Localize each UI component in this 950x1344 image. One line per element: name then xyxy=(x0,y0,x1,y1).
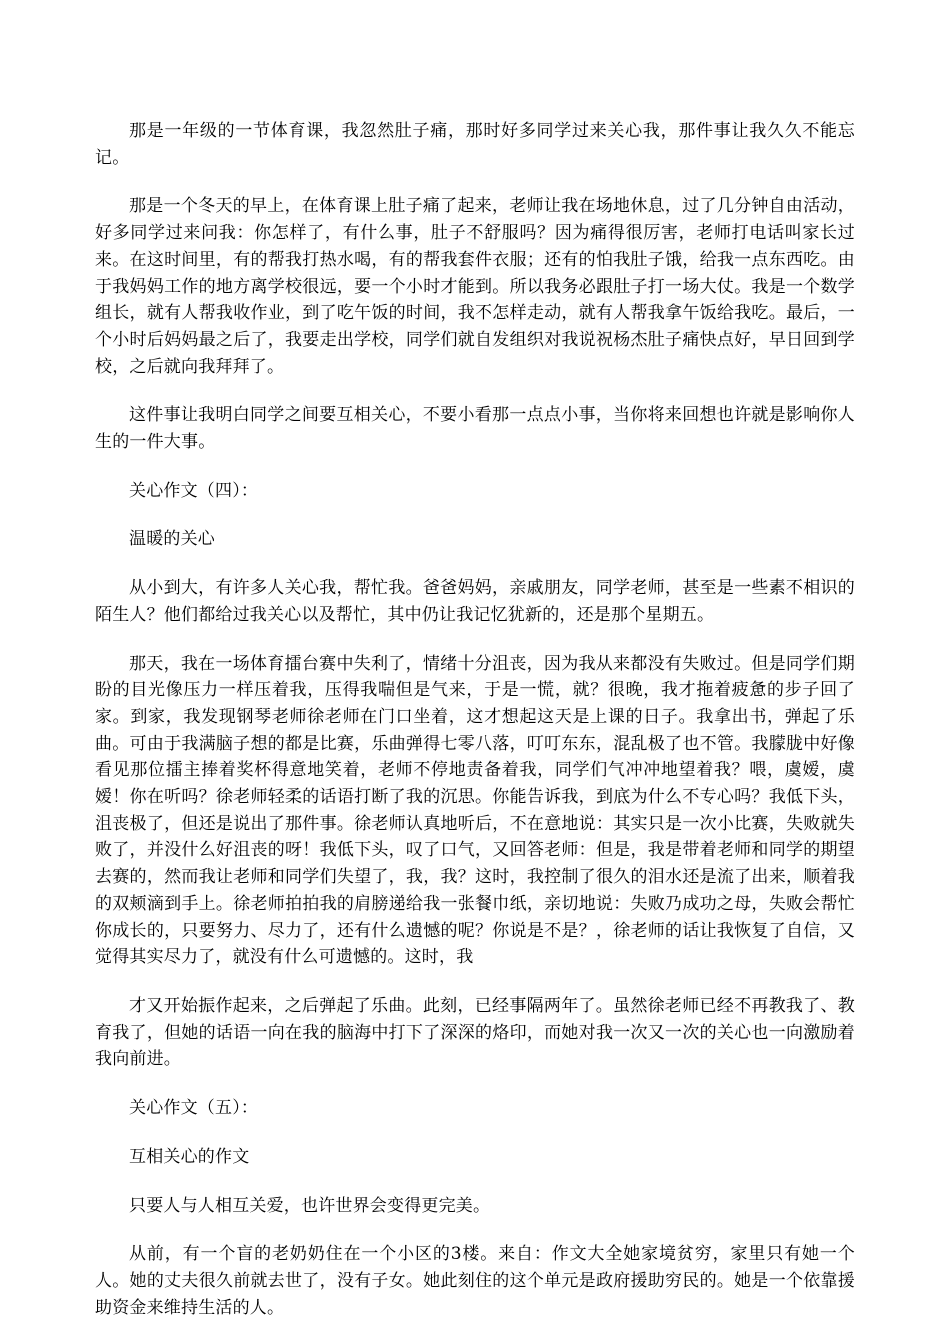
section-heading-four: 关心作文（四）： xyxy=(129,480,259,501)
paragraph-competition: 那天，我在一场体育擂台赛中失利了，情绪十分沮丧，因为我从来都没有失败过。但是同学们期盼的目光像压力一样压着我，压得我喘但是气来，于是一慌，就？很晚，我才拖着疲惫的步子回了家。到家，我发现钢琴老师徐老师在门口坐着，这才想起这天是上课的日子。我拿出书，弹起了乐曲。可由于我满脑子想的都是比赛，乐曲弹得七零八落，叮叮东东，混乱极了也不管。我朦胧中好像看见那位擂主捧着奖杯得意地笑着，老师不停地责备着我，同学们气冲冲地望着我？喂，虞嫒，虞嫒！你在听吗？徐老师轻柔的话语打断了我的沉思。你能告诉我，到底为什么不专心吗？我低下头，沮丧极了，但还是说出了那件事。徐老师认真地听后，不在意地说：其实只是一次小比赛，失败就失败了，并没什么好沮丧的呀！我低下头，叹了口气，又回答老师：但是，我是带着老师和同学的期望去赛的，然而我让老师和同学们失望了，我，我？这时，我控制了很久的泪水还是流了出来，顺着我的双颊滴到手上。徐老师拍拍我的肩膀递给我一张餐巾纸，亲切地说：失败乃成功之母，失败会帮忙你成长的，只要努力、尽力了，还有什么遗憾的呢？你说是不是？，徐老师的话让我恢复了自信，又觉得其实尽力了，就没有什么可遗憾的。这时，我 xyxy=(95,653,855,968)
essay-title-mutual-care: 互相关心的作文 xyxy=(129,1146,250,1167)
paragraph-lesson: 这件事让我明白同学之间要互相关心，不要小看那一点点小事，当你将来回想也许就是影响你人生的一件大事。 xyxy=(95,405,855,453)
paragraph-encouragement: 才又开始振作起来，之后弹起了乐曲。此刻，已经事隔两年了。虽然徐老师已经不再教我了、教育我了，但她的话语一向在我的脑海中打下了深深的烙印，而她对我一次又一次的关心也一向激励着我向前进。 xyxy=(95,995,855,1070)
paragraph-old-grandma: 从前，有一个盲的老奶奶住在一个小区的3楼。来自：作文大全她家境贫穷，家里只有她一个人。她的丈夫很久前就去世了，没有子女。她此刻住的这个单元是政府援助穷民的。她是一个依靠援助资金来维持生活的人。 xyxy=(95,1244,855,1318)
document-body xyxy=(95,118,855,1343)
paragraph-story: 那是一个冬天的早上，在体育课上肚子痛了起来，老师让我在场地休息，过了几分钟自由活动，好多同学过来问我：你怎样了，有什么事，肚子不舒服吗？因为痛得很厉害，老师打电话叫家长过来。在这时间里，有的帮我打热水喝，有的帮我套件衣服；还有的怕我肚子饿，给我一点东西吃。由于我妈妈工作的地方离学校很远，要一个小时才能到。所以我务必跟肚子打一场大仗。我是一个数学组长，就有人帮我收作业，到了吃午饭的时间，我不怎样走动，就有人帮我拿午饭给我吃。最后，一个小时后妈妈最之后了，我要走出学校，同学们就自发组织对我说祝杨杰肚子痛快点好，早日回到学校，之后就向我拜拜了。 xyxy=(95,196,855,377)
section-heading-five: 关心作文（五）： xyxy=(129,1098,259,1119)
paragraph-growing-up: 从小到大，有许多人关心我，帮忙我。爸爸妈妈，亲戚朋友，同学老师，甚至是一些素不相识的陌生人？他们都给过我关心以及帮忙，其中仍让我记忆犹新的，还是那个星期五。 xyxy=(95,578,855,625)
paragraph-intro: 那是一年级的一节体育课，我忽然肚子痛，那时好多同学过来关心我，那件事让我久久不能忘记。 xyxy=(95,121,855,168)
paragraph-love-world: 只要人与人相互关爱，也许世界会变得更完美。 xyxy=(129,1195,491,1216)
essay-title-warm-care: 温暖的关心 xyxy=(129,529,215,550)
